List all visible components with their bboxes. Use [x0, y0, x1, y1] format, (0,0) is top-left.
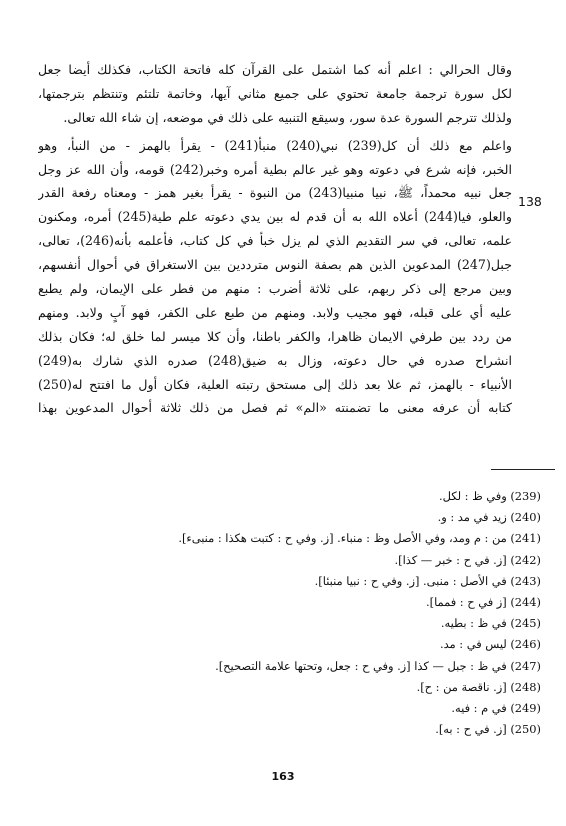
footnote: (244) [ز في ح : فمما]. — [426, 594, 541, 609]
footnote: (248) [ز. ناقصة من : ح]. — [416, 679, 541, 694]
footnote: (243) في الأصل : منبى. [ز. وفي ح : نبيا منبئا]. — [314, 573, 541, 588]
footnote: (249) في م : فيه. — [451, 700, 541, 715]
text-line: كتابه أن عرفه معنى ما تضمنته «الم» ثم فصل من ذلك ثلاثة أحوال المدعوين بهذا — [38, 400, 512, 416]
footnote: (250) [ز. في ح : به]. — [435, 722, 541, 737]
text-line: من ردد بين طرفي الايمان ظاهرا، والكفر باطنا، وأن كلا ميسر لما خلق له؛ فكان بذلك — [38, 328, 512, 344]
text-line: جعل نبيه محمداً، ﷺ، نبيا منبيا(243) من النبوة - يقرأ بغير همز - ومعناه رفعة القدر — [38, 185, 512, 201]
text-line: لكل سورة ترجمة جامعة تحتوي على جميع مثاني آيها، وخاتمة تلتئم وتنتظم بترجمتها، — [38, 85, 512, 101]
footnote: (242) [ز. في ح : خبر — كذا]. — [394, 552, 541, 567]
footnote: (247) في ظ : جبل — كذا [ز. وفي ح : جعل، وتحتها علامة التصحيح]. — [215, 658, 541, 673]
footnote: (240) زيد في مد : و. — [437, 510, 541, 525]
page-number: 163 — [271, 770, 295, 783]
text-line: انشراح صدره في حال دعوته، وزال به ضيق(248) صدره الذي شارك به(249) — [38, 352, 512, 368]
footnotes — [150, 486, 541, 740]
text-line: وقال الحرالي : اعلم أنه كما اشتمل على القرآن كله فاتحة الكتاب، فكذلك أيضا جعل — [38, 62, 512, 77]
text-line: الخبر، فإنه شرع في دعوته وهو غير عالم بطية أمره وخبر(242) قومه، وأن الله عز وجل — [38, 161, 512, 177]
text-line: عليه أي على قبله، فهو مجيب ولابد. ومنهم من طبع على الكفر، فهو آبٍ ولابد. ومنهم — [38, 304, 512, 320]
footnote: (245) في ظ : بطيه. — [440, 616, 541, 631]
footnote: (239) وفي ظ : لكل. — [439, 489, 541, 503]
footnote: (241) من : م ومد، وفي الأصل وظ : منباء. [ز. وفي ح : كتبت هكذا : منبىء]. — [178, 531, 541, 546]
text-line: وبين مرجع إلى ذكر ربهم، على ثلاثة أضرب : منهم من فطر على الإيمان، ولم يطبع — [38, 281, 512, 297]
text-line: ولذلك تترجم السورة عدة سور، وسيقع التنبيه على ذلك في موضعه، إن شاء الله تعالى. — [63, 109, 512, 125]
text-line: الأنبياء - بالهمز، ثم علا بعد ذلك إلى مستحق رتبته العلية، فكان أول ما افتتح له(250) — [38, 376, 512, 392]
footnote-separator — [491, 469, 555, 470]
text-line: والعلو، فيا(244) أعلاه الله به أن قدم له بين يدي دعوته علم طية(245) أمره، ومكنون — [38, 209, 512, 225]
footnote: (246) ليس في : مد. — [439, 637, 541, 652]
text-line: جبل(247) المدعوين الذين هم بصفة النوس مترددين بين الاستغراق في أحوال أنفسهم، — [38, 257, 512, 273]
text-line: واعلم مع ذلك أن كل(239) نبي(240) منبأ(241) - يقرأ بالهمز - من النبأ، وهو — [38, 137, 512, 153]
margin-page-reference: 138 — [518, 194, 542, 209]
text-line: علمه، تعالى، في سر التقديم الذي لم يزل خبأ في كل كتاب، فأعلمه بأنه(246)، تعالى، — [38, 233, 512, 249]
main-text — [38, 58, 512, 420]
